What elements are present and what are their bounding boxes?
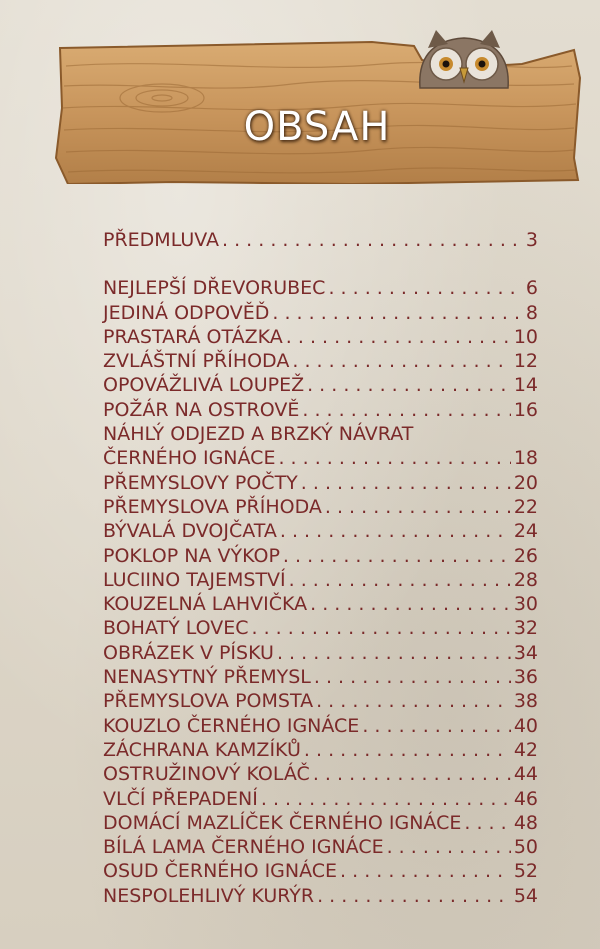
toc-entry-page: 3 <box>525 229 538 251</box>
toc-entry-title: OPOVÁŽLIVÁ LOUPEŽ <box>103 374 305 397</box>
toc-entry-title: ZVLÁŠTNÍ PŘÍHODA <box>103 350 290 373</box>
toc-entry-page: 20 <box>513 471 538 494</box>
dot-leader <box>222 228 523 252</box>
dot-leader <box>316 689 511 713</box>
dot-leader <box>261 787 511 811</box>
toc-entry-page: 30 <box>513 593 538 616</box>
toc-entry-page: 50 <box>513 836 538 859</box>
toc-entry-page: 18 <box>513 447 538 470</box>
toc-entry-page: 8 <box>525 301 538 324</box>
toc-entry[interactable] <box>103 471 538 495</box>
dot-leader <box>277 641 511 665</box>
dot-leader <box>252 616 511 640</box>
toc-entry[interactable] <box>103 325 538 349</box>
toc-entry-title: OBRÁZEK V PÍSKU <box>103 641 274 664</box>
toc-entry-title: PRASTARÁ OTÁZKA <box>103 325 283 348</box>
page-title: OBSAH <box>243 104 391 150</box>
toc-entry[interactable] <box>103 568 538 592</box>
toc-entry[interactable] <box>103 228 538 252</box>
toc-entry[interactable] <box>103 859 538 883</box>
toc-entry-title: LUCIINO TAJEMSTVÍ <box>103 568 286 591</box>
toc-entry-page: 34 <box>513 641 538 664</box>
toc-entry[interactable] <box>103 884 538 908</box>
toc-entry-title: NESPOLEHLIVÝ KURÝR <box>103 884 315 907</box>
dot-leader <box>340 859 511 883</box>
toc-entry-page: 26 <box>513 544 538 567</box>
toc-entry-title: NEJLEPŠÍ DŘEVORUBEC <box>103 277 326 300</box>
toc-entry[interactable] <box>103 544 538 568</box>
dot-leader <box>387 835 511 859</box>
toc-entry[interactable] <box>103 835 538 859</box>
toc-entry-page: 52 <box>513 860 538 883</box>
toc-entry-page: 24 <box>513 520 538 543</box>
toc-entry[interactable] <box>103 301 538 325</box>
toc-entry[interactable] <box>103 422 538 471</box>
toc-entry-page: 12 <box>513 350 538 373</box>
toc-entry-page: 10 <box>513 325 538 348</box>
toc-entry[interactable] <box>103 373 538 397</box>
toc-entry-title: ZÁCHRANA KAMZÍKŮ <box>103 738 301 761</box>
toc-entry-page: 28 <box>513 568 538 591</box>
toc-entry[interactable] <box>103 495 538 519</box>
toc-entry-page: 40 <box>513 714 538 737</box>
toc-entry-title: KOUZELNÁ LAHVIČKA <box>103 593 308 616</box>
toc-entry[interactable] <box>103 276 538 300</box>
toc-entry-title-line1: NÁHLÝ ODJEZD A BRZKÝ NÁVRAT <box>103 423 414 446</box>
toc-entry[interactable] <box>103 811 538 835</box>
toc-entry-title: POKLOP NA VÝKOP <box>103 544 280 567</box>
toc-entry[interactable] <box>103 519 538 543</box>
toc-entry-page: 32 <box>513 617 538 640</box>
dot-leader <box>307 373 511 397</box>
toc-entry-page: 14 <box>513 374 538 397</box>
toc-entry[interactable] <box>103 592 538 616</box>
dot-leader <box>302 398 510 422</box>
dot-leader <box>310 592 511 616</box>
toc-entry[interactable] <box>103 714 538 738</box>
dot-leader <box>283 544 511 568</box>
dot-leader <box>328 276 522 300</box>
toc-entry-title: BÝVALÁ DVOJČATA <box>103 520 277 543</box>
dot-leader <box>301 471 511 495</box>
toc-entry[interactable] <box>103 398 538 422</box>
toc-entry-title: BOHATÝ LOVEC <box>103 617 249 640</box>
toc-entry-page: 22 <box>513 495 538 518</box>
toc-entry-page: 44 <box>513 763 538 786</box>
table-of-contents <box>103 228 538 908</box>
dot-leader <box>317 884 511 908</box>
toc-entry[interactable] <box>103 738 538 762</box>
toc-entry-page: 48 <box>513 811 538 834</box>
toc-entry-page: 42 <box>513 738 538 761</box>
toc-entry-title: PŘEMYSLOVA PŘÍHODA <box>103 495 322 518</box>
dot-leader <box>325 495 511 519</box>
toc-entry[interactable] <box>103 689 538 713</box>
toc-entry-title: OSUD ČERNÉHO IGNÁCE <box>103 860 338 883</box>
toc-entry-title: BÍLÁ LAMA ČERNÉHO IGNÁCE <box>103 836 384 859</box>
dot-leader <box>289 568 511 592</box>
toc-entry[interactable] <box>103 787 538 811</box>
toc-entry-page: 54 <box>513 884 538 907</box>
toc-entry-title: KOUZLO ČERNÉHO IGNÁCE <box>103 714 360 737</box>
dot-leader <box>362 714 510 738</box>
toc-entry-page: 6 <box>525 277 538 300</box>
toc-entry-title: OSTRUŽINOVÝ KOLÁČ <box>103 763 310 786</box>
toc-entry-title: PŘEDMLUVA <box>103 229 220 251</box>
dot-leader <box>278 446 510 470</box>
dot-leader <box>280 519 511 543</box>
toc-entry-title: VLČÍ PŘEPADENÍ <box>103 787 258 810</box>
toc-entry-page: 46 <box>513 787 538 810</box>
dot-leader <box>314 665 511 689</box>
dot-leader <box>304 738 511 762</box>
toc-entry-title: POŽÁR NA OSTROVĚ <box>103 398 300 421</box>
toc-entry[interactable] <box>103 665 538 689</box>
toc-entry[interactable] <box>103 762 538 786</box>
title-board <box>52 38 582 184</box>
toc-entry-title: DOMÁCÍ MAZLÍČEK ČERNÉHO IGNÁCE <box>103 811 462 834</box>
toc-entry-page: 38 <box>513 690 538 713</box>
toc-entry-title: PŘEMYSLOVY POČTY <box>103 471 298 494</box>
dot-leader <box>286 325 511 349</box>
toc-entry-title: JEDINÁ ODPOVĚĎ <box>103 301 270 324</box>
toc-entry[interactable] <box>103 641 538 665</box>
toc-entry[interactable] <box>103 349 538 373</box>
dot-leader <box>313 762 511 786</box>
dot-leader <box>292 349 510 373</box>
dot-leader <box>464 811 510 835</box>
dot-leader <box>272 301 523 325</box>
toc-entry-title: NENASYTNÝ PŘEMYSL <box>103 666 311 689</box>
toc-entry-page: 16 <box>513 398 538 421</box>
toc-entry-page: 36 <box>513 666 538 689</box>
toc-entry[interactable] <box>103 616 538 640</box>
toc-entry-title: ČERNÉHO IGNÁCE <box>103 447 276 470</box>
toc-entry-title: PŘEMYSLOVA POMSTA <box>103 690 314 713</box>
